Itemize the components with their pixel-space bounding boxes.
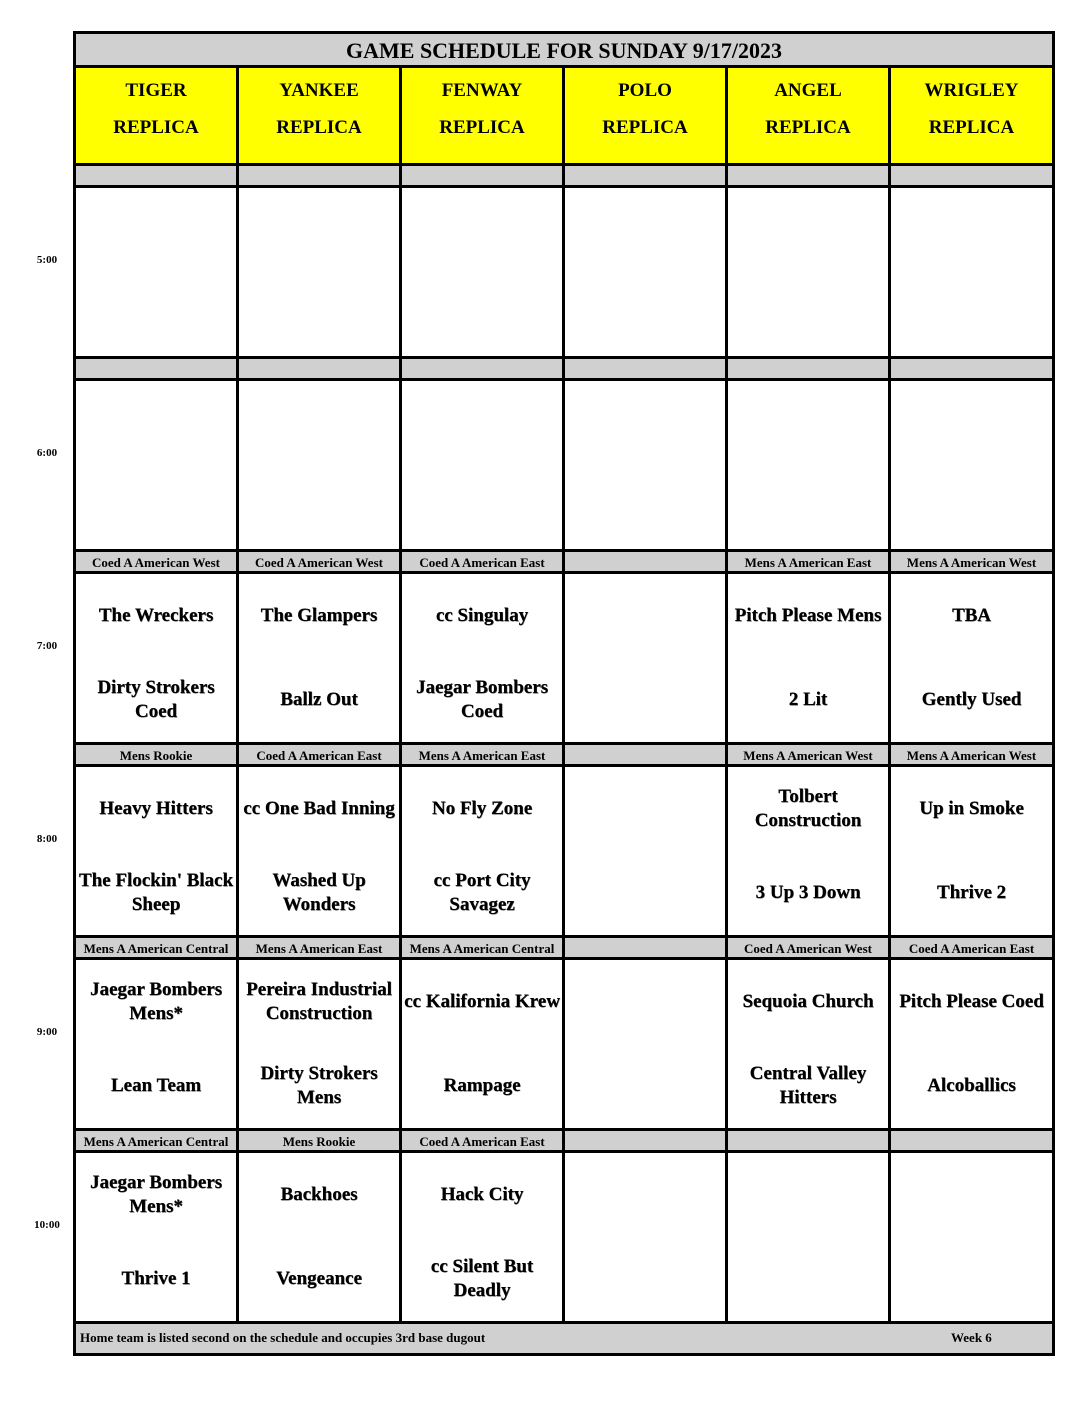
- field-header-tiger: [76, 68, 239, 166]
- game-cell: [565, 381, 728, 552]
- game-cell: [891, 574, 1052, 745]
- division-label: [565, 552, 728, 574]
- game-cell: [565, 767, 728, 938]
- time-label: 6:00: [36, 447, 58, 459]
- footer-bar: [76, 1322, 1052, 1353]
- time-label: 8:00: [36, 833, 58, 845]
- game-cell: [565, 574, 728, 745]
- division-label: [565, 745, 728, 767]
- division-label: Coed A American West: [76, 552, 239, 574]
- home-team: [893, 481, 1050, 533]
- away-team: [730, 1169, 886, 1221]
- home-team: Ballz Out: [280, 689, 358, 710]
- away-team: Up in Smoke: [919, 798, 1024, 819]
- away-team: [78, 204, 234, 256]
- game-cell: [728, 960, 891, 1131]
- away-team: Pitch Please Coed: [899, 991, 1044, 1012]
- home-team: 2 Lit: [788, 689, 828, 710]
- away-team: TBA: [951, 605, 992, 626]
- game-cell: [402, 188, 565, 359]
- field-type: REPLICA: [439, 117, 525, 138]
- away-team: [893, 397, 1050, 449]
- field-header-fenway: [402, 68, 565, 166]
- away-team: [730, 204, 886, 256]
- home-team: cc Silent But Deadly: [430, 1256, 534, 1301]
- away-team: [78, 397, 234, 449]
- game-cell: [402, 381, 565, 552]
- division-label: [565, 166, 728, 188]
- away-team: Hack City: [440, 1184, 524, 1205]
- game-cell: [402, 767, 565, 938]
- home-team: Gently Used: [921, 689, 1022, 710]
- division-label: [891, 1131, 1052, 1153]
- home-team: [730, 1253, 886, 1305]
- game-cell: [239, 574, 402, 745]
- division-label: Mens A American East: [402, 745, 565, 767]
- away-team: No Fly Zone: [431, 798, 533, 819]
- field-name: ANGEL: [774, 80, 842, 101]
- division-label: Mens A American East: [239, 938, 402, 960]
- away-team: [567, 397, 723, 449]
- division-label: [76, 166, 239, 188]
- away-team: [567, 976, 723, 1028]
- game-cell: [565, 960, 728, 1131]
- division-label: [728, 1131, 891, 1153]
- field-type: REPLICA: [765, 117, 851, 138]
- home-team: [567, 288, 723, 340]
- game-cell: [891, 767, 1052, 938]
- field-type: REPLICA: [928, 117, 1015, 138]
- game-cell: [728, 574, 891, 745]
- home-team: [730, 481, 886, 533]
- field-name: POLO: [618, 80, 672, 101]
- away-team: Jaegar Bombers Mens*: [89, 979, 223, 1024]
- home-team: [893, 1253, 1050, 1305]
- away-team: [241, 204, 397, 256]
- home-team: Thrive 1: [121, 1268, 191, 1289]
- time-label: 10:00: [34, 1219, 60, 1231]
- division-label: [728, 359, 891, 381]
- away-team: Sequoia Church: [742, 991, 874, 1012]
- away-team: [730, 397, 886, 449]
- home-team: Thrive 2: [936, 882, 1007, 903]
- division-label: [565, 938, 728, 960]
- home-team: Washed Up Wonders: [272, 870, 366, 915]
- division-label: Mens A American West: [728, 745, 891, 767]
- home-team: [78, 288, 234, 340]
- division-label: Mens A American Central: [76, 938, 239, 960]
- schedule-sheet: [73, 31, 1055, 1356]
- division-label: Mens Rookie: [76, 745, 239, 767]
- away-team: [241, 397, 397, 449]
- time-label: 5:00: [36, 254, 58, 266]
- division-label: Coed A American East: [239, 745, 402, 767]
- away-team: Jaegar Bombers Mens*: [89, 1172, 223, 1217]
- game-cell: [76, 960, 239, 1131]
- away-team: cc Kalifornia Krew: [404, 991, 560, 1012]
- game-cell: [402, 960, 565, 1131]
- division-label: Mens A American West: [891, 745, 1052, 767]
- division-label: [565, 1131, 728, 1153]
- home-team: [567, 867, 723, 919]
- field-header-wrigley: [891, 68, 1052, 166]
- game-cell: [728, 767, 891, 938]
- away-team: [893, 204, 1050, 256]
- away-team: Pereira Industrial Construction: [246, 979, 392, 1024]
- field-type: REPLICA: [113, 117, 199, 138]
- away-team: cc Singulay: [435, 605, 529, 626]
- division-label: [239, 359, 402, 381]
- game-cell: [728, 1153, 891, 1324]
- game-cell: [76, 188, 239, 359]
- game-cell: [76, 1153, 239, 1324]
- game-cell: [891, 960, 1052, 1131]
- home-team: The Flockin' Black Sheep: [78, 870, 234, 915]
- division-label: Mens Rookie: [239, 1131, 402, 1153]
- division-label: Mens A American East: [728, 552, 891, 574]
- division-label: Coed A American West: [728, 938, 891, 960]
- time-label: 9:00: [36, 1026, 58, 1038]
- home-team: [567, 1060, 723, 1112]
- field-type: REPLICA: [276, 117, 362, 138]
- game-cell: [565, 188, 728, 359]
- game-cell: [728, 188, 891, 359]
- division-label: [565, 359, 728, 381]
- game-cell: [239, 1153, 402, 1324]
- field-name: FENWAY: [441, 80, 523, 101]
- home-team: [78, 481, 234, 533]
- home-team: Alcoballics: [927, 1075, 1016, 1096]
- division-label: [728, 166, 891, 188]
- away-team: Backhoes: [280, 1184, 358, 1205]
- game-cell: [891, 188, 1052, 359]
- game-cell: [402, 1153, 565, 1324]
- field-type: REPLICA: [602, 117, 688, 138]
- home-team: [567, 481, 723, 533]
- game-cell: [239, 381, 402, 552]
- division-label: Coed A American West: [239, 552, 402, 574]
- time-label: 7:00: [36, 640, 58, 652]
- home-team: [241, 288, 397, 340]
- field-header-yankee: [239, 68, 402, 166]
- game-cell: [891, 381, 1052, 552]
- division-label: Coed A American East: [402, 552, 565, 574]
- schedule-title: GAME SCHEDULE FOR SUNDAY 9/17/2023: [76, 34, 1052, 68]
- week-label: Week 6: [951, 1330, 992, 1345]
- division-label: [402, 359, 565, 381]
- game-cell: [565, 1153, 728, 1324]
- home-team: Central Valley Hitters: [749, 1063, 867, 1108]
- home-team: Jaegar Bombers Coed: [415, 677, 549, 722]
- division-label: Mens A American Central: [76, 1131, 239, 1153]
- home-team: [567, 1253, 723, 1305]
- away-team: [893, 1169, 1050, 1221]
- field-name: YANKEE: [279, 80, 359, 101]
- away-team: The Wreckers: [98, 605, 214, 626]
- home-team: [730, 288, 886, 340]
- game-cell: [76, 767, 239, 938]
- game-cell: [891, 1153, 1052, 1324]
- home-team: cc Port City Savagez: [433, 870, 531, 915]
- away-team: The Glampers: [260, 605, 378, 626]
- game-cell: [402, 574, 565, 745]
- home-team: [893, 288, 1050, 340]
- home-team: [404, 288, 560, 340]
- game-cell: [239, 960, 402, 1131]
- division-label: Mens A American West: [891, 552, 1052, 574]
- division-label: [76, 359, 239, 381]
- field-name: TIGER: [125, 80, 187, 101]
- game-cell: [76, 381, 239, 552]
- division-label: Coed A American East: [402, 1131, 565, 1153]
- home-team: 3 Up 3 Down: [755, 882, 861, 903]
- away-team: Pitch Please Mens: [734, 605, 882, 626]
- division-label: [891, 166, 1052, 188]
- division-label: [891, 359, 1052, 381]
- home-team: Vengeance: [276, 1268, 362, 1289]
- field-name: WRIGLEY: [924, 80, 1019, 101]
- field-header-angel: [728, 68, 891, 166]
- home-team: [241, 481, 397, 533]
- division-label: [239, 166, 402, 188]
- away-team: [567, 1169, 723, 1221]
- away-team: [567, 590, 723, 642]
- away-team: Tolbert Construction: [754, 786, 862, 831]
- away-team: [404, 204, 560, 256]
- field-header-polo: [565, 68, 728, 166]
- home-team: [404, 481, 560, 533]
- away-team: [404, 397, 560, 449]
- game-cell: [728, 381, 891, 552]
- game-cell: [239, 188, 402, 359]
- division-label: [402, 166, 565, 188]
- division-label: Coed A American East: [891, 938, 1052, 960]
- home-team: Dirty Strokers Mens: [260, 1063, 378, 1108]
- home-team: Lean Team: [110, 1075, 202, 1096]
- home-team: [567, 674, 723, 726]
- home-team: Dirty Strokers Coed: [97, 677, 215, 722]
- division-label: Mens A American Central: [402, 938, 565, 960]
- game-cell: [76, 574, 239, 745]
- away-team: Heavy Hitters: [99, 798, 213, 819]
- game-cell: [239, 767, 402, 938]
- footer-note: Home team is listed second on the schedule and occupies 3rd base dugout: [80, 1330, 486, 1345]
- away-team: [567, 204, 723, 256]
- home-team: Rampage: [443, 1075, 521, 1096]
- away-team: [567, 783, 723, 835]
- away-team: cc One Bad Inning: [243, 798, 395, 819]
